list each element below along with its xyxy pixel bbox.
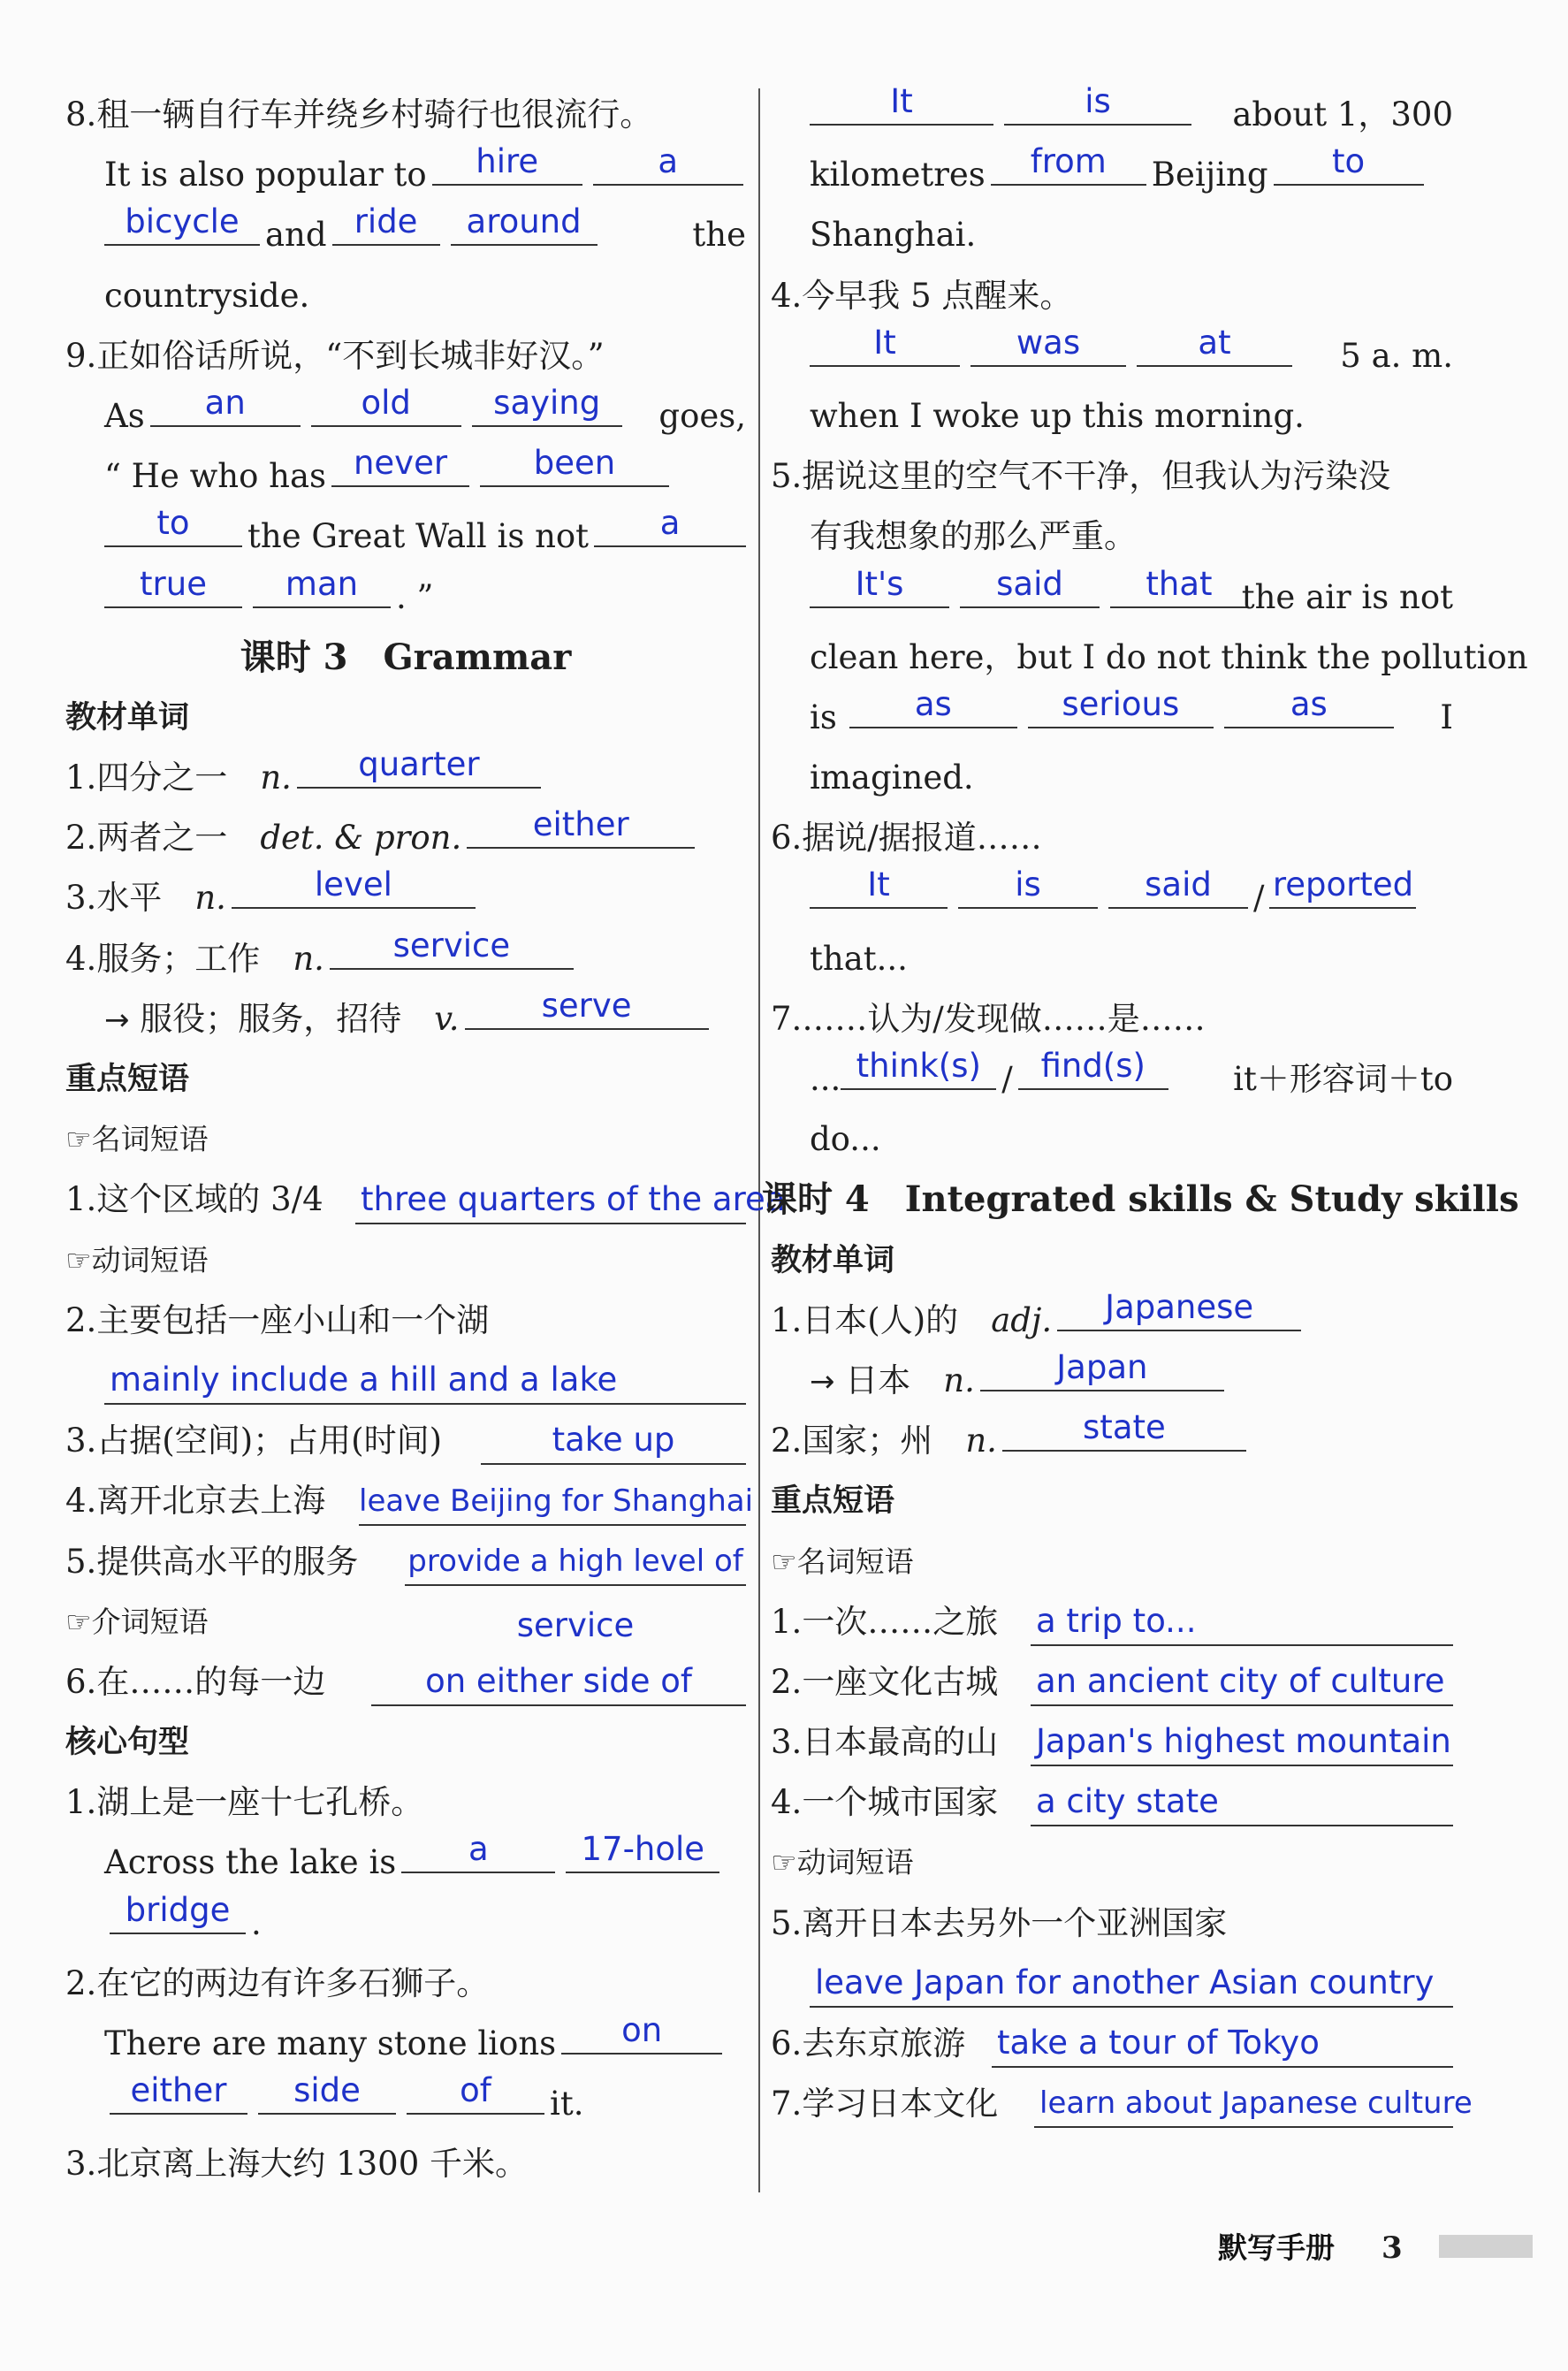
blank-s7-1[interactable]: think(s) (841, 1049, 996, 1090)
blank-q8-1[interactable]: hire (432, 145, 582, 186)
r-word-row-2: 2.国家；州 n. state (771, 1411, 1453, 1471)
s5-line-6: imagined. (810, 759, 974, 797)
r-textbook-words-heading: 教材单词 (771, 1242, 895, 1278)
blank-q8-3[interactable]: bicycle (104, 205, 260, 246)
phrase-row-6: 6.在……的每一边 on either side of (65, 1652, 746, 1712)
r-phrase-row-6: 6.去东京旅游 take a tour of Tokyo (771, 2014, 1453, 2074)
q8-line-2: It is also popular to hire a (65, 145, 746, 205)
blank-word-3[interactable]: level (232, 868, 476, 909)
blank-q9-4[interactable]: never (331, 446, 469, 487)
s5-line-5: is as serious as I (810, 684, 1453, 736)
q9-chinese: 正如俗话所说，“不到长城非好汉。” (96, 336, 605, 375)
q8-chinese: 租一辆自行车并绕乡村骑行也很流行。 (96, 95, 653, 133)
key-phrases-heading: 重点短语 (65, 1062, 190, 1097)
blank-r-phrase-6[interactable]: take a tour of Tokyo (992, 2018, 1453, 2068)
blank-s5-2[interactable]: said (960, 568, 1100, 608)
r-phrase-row-1: 1.一次……之旅 a trip to... (771, 1592, 1453, 1652)
blank-phrase-2[interactable]: mainly include a hill and a lake (104, 1355, 746, 1405)
blank-q9-7[interactable]: a (594, 507, 746, 547)
blank-s6-3[interactable]: said (1108, 868, 1248, 909)
blank-s1-3[interactable]: bridge (110, 1894, 246, 1934)
blank-s2-3[interactable]: side (258, 2074, 396, 2115)
r-s3-line-2: kilometres from Beijing to (771, 145, 1453, 205)
blank-s3-1[interactable]: It (810, 85, 993, 126)
blank-s3-3[interactable]: from (991, 145, 1146, 186)
blank-s6-2[interactable]: is (958, 868, 1098, 909)
lesson-4-heading: 课时 4 Integrated skills & Study skills (762, 1178, 1519, 1221)
phrase-5-answer-cont: service (516, 1605, 635, 1644)
blank-s3-2[interactable]: is (1004, 85, 1191, 126)
blank-r-word-1b[interactable]: Japan (980, 1351, 1224, 1391)
s5-line-3: It's said that the air is not (771, 568, 1453, 628)
word-row-1: 1.四分之一 n. quarter (65, 748, 746, 808)
blank-word-4[interactable]: service (330, 929, 574, 970)
phrase-row-3: 3.占据(空间)；占用(时间) take up (65, 1411, 746, 1471)
q9-line-4: to the Great Wall is not a (65, 507, 746, 567)
blank-s6-4[interactable]: reported (1269, 868, 1416, 909)
phrase-row-1: 1.这个区域的 3/4 three quarters of the area (65, 1170, 746, 1230)
blank-word-4b[interactable]: serve (465, 989, 709, 1030)
textbook-words-heading: 教材单词 (65, 699, 190, 736)
r-word-row-1b: → 日本 n. Japan (771, 1351, 1453, 1411)
s7-line-1: 7.……认为/发现做……是…… (771, 999, 1206, 1038)
blank-q9-3[interactable]: saying (472, 386, 622, 427)
blank-s5-3[interactable]: that (1110, 568, 1248, 608)
blank-s5-6[interactable]: as (1224, 688, 1394, 728)
r-phrase-row-4: 4.一个城市国家 a city state (771, 1773, 1453, 1833)
blank-r-word-2[interactable]: state (1002, 1411, 1246, 1452)
blank-q9-2[interactable]: old (311, 386, 461, 427)
s4-line-1: 4.今早我 5 点醒来。 (771, 276, 1073, 315)
s2-line-2: There are many stone lions on (65, 2014, 746, 2074)
lesson-3-heading: 课时 3 Grammar (240, 636, 572, 678)
blank-s5-4[interactable]: as (849, 688, 1017, 728)
blank-q9-9[interactable]: man (253, 568, 391, 608)
blank-s2-1[interactable]: on (561, 2014, 722, 2055)
r-phrase-row-7: 7.学习日本文化 learn about Japanese culture (771, 2074, 1453, 2134)
noun-phrases-heading: ☞名词短语 (65, 1122, 209, 1157)
page-number: 3 (1382, 2230, 1403, 2266)
blank-phrase-5[interactable]: provide a high level of (405, 1536, 746, 1586)
s1-line-1: 1.湖上是一座十七孔桥。 (65, 1783, 424, 1822)
blank-s4-2[interactable]: was (970, 326, 1126, 367)
r-phrase-row-3: 3.日本最高的山 Japan's highest mountain (771, 1712, 1453, 1773)
blank-s7-2[interactable]: find(s) (1018, 1049, 1168, 1090)
s5-line-4: clean here，but I do not think the pollution (810, 637, 1528, 676)
blank-q8-5[interactable]: around (451, 205, 598, 246)
blank-s3-4[interactable]: to (1274, 145, 1424, 186)
blank-word-2[interactable]: either (467, 808, 695, 849)
blank-r-phrase-2[interactable]: an ancient city of culture (1031, 1657, 1453, 1706)
blank-q9-1[interactable]: an (150, 386, 301, 427)
r-word-row-1: 1.日本(人)的 adj. Japanese (771, 1291, 1453, 1351)
footer-decoration (1439, 2235, 1533, 2258)
blank-phrase-3[interactable]: take up (481, 1415, 746, 1465)
prep-phrases-heading: ☞介词短语 service (65, 1592, 746, 1652)
blank-s1-2[interactable]: 17-hole (566, 1833, 719, 1873)
column-divider (758, 88, 760, 2192)
r-noun-phrases-heading: ☞名词短语 (771, 1544, 914, 1579)
blank-q8-2[interactable]: a (593, 145, 743, 186)
s2-line-3: either side of it. (65, 2074, 746, 2134)
s4-line-2: It was at 5 a. m. (771, 326, 1453, 386)
s4-line-3: when I woke up this morning. (810, 396, 1305, 435)
blank-r-phrase-1[interactable]: a trip to... (1031, 1597, 1453, 1646)
s3-line-1: 3.北京离上海大约 1300 千米。 (65, 2145, 528, 2184)
word-row-4: 4.服务；工作 n. service (65, 929, 746, 989)
blank-q9-6[interactable]: to (104, 507, 242, 547)
q9-line-2: As an old saying goes, (104, 383, 746, 435)
s5-line-2: 有我想象的那么严重。 (810, 517, 1137, 556)
left-column (65, 85, 786, 2195)
blank-r-phrase-3[interactable]: Japan's highest mountain (1031, 1717, 1453, 1766)
blank-s2-4[interactable]: of (407, 2074, 544, 2115)
s7-line-3: do... (810, 1120, 881, 1159)
phrase-row-2: 2.主要包括一座小山和一个湖 (65, 1300, 490, 1339)
word-row-3: 3.水平 n. level (65, 868, 746, 928)
q8-line-3: bicycle and ride around the (65, 205, 746, 265)
r-s3-line-1: It is about 1，300 (771, 85, 1453, 145)
blank-phrase-6[interactable]: on either side of (371, 1657, 746, 1706)
verb-phrases-heading: ☞动词短语 (65, 1242, 209, 1277)
r-phrase-row-5: 5.离开日本去另外一个亚洲国家 (771, 1903, 1228, 1942)
blank-s4-3[interactable]: at (1137, 326, 1292, 367)
q9-line-3: “ He who has never been (65, 446, 746, 507)
s1-line-2: Across the lake is a 17-hole (65, 1833, 746, 1893)
blank-phrase-1[interactable]: three quarters of the area (355, 1175, 746, 1224)
r-phrase-row-2: 2.一座文化古城 an ancient city of culture (771, 1652, 1453, 1712)
word-row-2: 2.两者之一 det. & pron. either (65, 808, 746, 868)
r-phrase-row-5-answer (771, 1954, 1453, 2014)
s2-line-1: 2.在它的两边有许多石狮子。 (65, 1963, 490, 2002)
blank-phrase-4[interactable]: leave Beijing for Shanghai (359, 1476, 746, 1526)
blank-r-phrase-4[interactable]: a city state (1031, 1777, 1453, 1826)
q8-line-1: 8.租一辆自行车并绕乡村骑行也很流行。 (65, 95, 653, 133)
q9-line-5: true man . ” (65, 568, 746, 628)
r-key-phrases-heading: 重点短语 (771, 1483, 895, 1520)
s5-line-1: 5.据说这里的空气不干净，但我认为污染没 (771, 457, 1391, 496)
blank-q9-5[interactable]: been (480, 446, 669, 487)
s7-line-2: ... think(s) / find(s) it＋形容词＋to (810, 1047, 1453, 1098)
blank-s1-1[interactable]: a (401, 1833, 555, 1873)
key-sentences-heading: 核心句型 (65, 1725, 190, 1761)
blank-s4-1[interactable]: It (810, 326, 960, 367)
phrase-row-4: 4.离开北京去上海 leave Beijing for Shanghai (65, 1471, 746, 1531)
r-s3-line-3: Shanghai. (810, 216, 977, 255)
blank-s5-1[interactable]: It's (810, 568, 949, 608)
phrase-row-5: 5.提供高水平的服务 provide a high level of (65, 1532, 746, 1592)
footer-title: 默写手册 (1218, 2230, 1335, 2265)
s1-line-3: bridge . (65, 1894, 746, 1954)
blank-s5-5[interactable]: serious (1028, 688, 1214, 728)
blank-word-1[interactable]: quarter (297, 748, 541, 789)
blank-q8-4[interactable]: ride (332, 205, 440, 246)
blank-s2-2[interactable]: either (110, 2074, 247, 2115)
blank-s6-1[interactable]: It (810, 868, 948, 909)
right-column (762, 82, 1528, 2134)
s6-line-3: that... (810, 939, 908, 978)
blank-r-phrase-7[interactable]: learn about Japanese culture (1034, 2078, 1453, 2128)
s6-line-1: 6.据说/据报道…… (771, 819, 1042, 858)
q9-line-1: 9.正如俗话所说，“不到长城非好汉。” (65, 336, 605, 375)
blank-r-phrase-5[interactable]: leave Japan for another Asian country (810, 1958, 1453, 2008)
word-row-4b: → 服役；服务，招待 v. serve (65, 989, 746, 1049)
s6-line-2: It is said / reported (771, 868, 1453, 928)
blank-r-word-1[interactable]: Japanese (1057, 1291, 1301, 1331)
phrase-row-2-answer (65, 1351, 746, 1411)
r-verb-phrases-heading: ☞动词短语 (771, 1845, 914, 1880)
q8-line-4: countryside. (104, 276, 310, 315)
blank-q9-8[interactable]: true (104, 568, 242, 608)
